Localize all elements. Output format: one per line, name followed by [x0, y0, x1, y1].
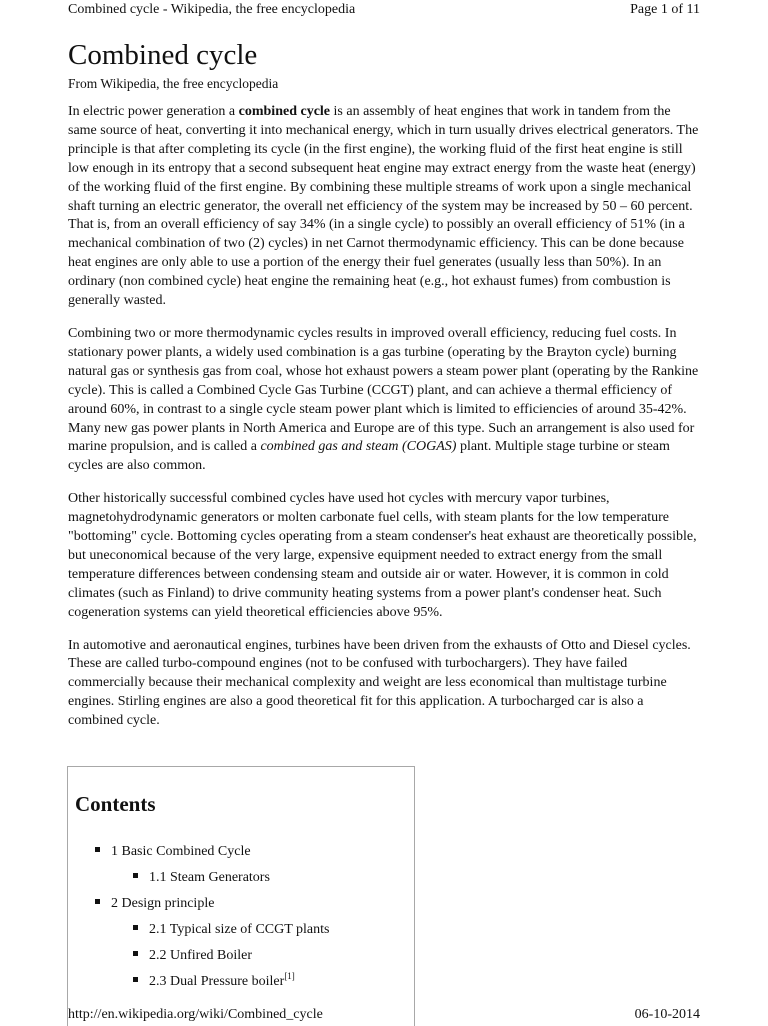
paragraph-efficiency-end: plant. Multiple stage turbine or steam cycles are also common.: [68, 439, 670, 474]
paragraph-automotive: In automotive and aeronautical engines, turbines have been driven from the exhausts of Otto and Diesel cycles. These are called turbo-compound engines (not to be confused with turbochargers). They have failed commercially because their mechanical complexity and weight are less economical than multistage turbine engines. Stirling engines are also a good theoretical fit for this application. A turbocharged car is also a combined cycle.: [68, 637, 691, 729]
bullet-icon: [95, 899, 100, 904]
toc-item[interactable]: [133, 869, 270, 887]
paragraph-historical: Other historically successful combined cycles have used hot cycles with mercury vapor turbines, magnetohydrodynamic generators or molten carbonate fuel cells, with steam plants for the low temperature "bottoming" cycle. Bottoming cycles operating from a steam condenser's heat exhaust are theoretically possible, but uneconomical because of the very large, expensive equipment needed to extract energy from the small temperature differences between condensing steam and outside air or water. However, it is common in cold climates (such as Finland) to drive community heating systems from a power plant's condenser heat. Such cogeneration systems can yield theoretical efficiencies above 95%.: [68, 491, 697, 620]
toc-link[interactable]: 1 Basic Combined Cycle: [111, 844, 251, 859]
bullet-icon: [95, 847, 100, 852]
page-title: Combined cycle: [68, 39, 258, 71]
toc-item[interactable]: [95, 895, 214, 913]
bullet-icon: [133, 925, 138, 930]
print-header: [68, 0, 700, 22]
paragraph-efficiency-start: Combining two or more thermodynamic cycles results in improved overall efficiency, reducing fuel costs. In stationary power plants, a widely used combination is a gas turbine (operating by the Brayton cycle) burning natural gas or synthesis gas from coal, whose hot exhaust powers a steam power plant (operating by the Rankine cycle). This is called a Combined Cycle Gas Turbine (CCGT) plant, and can achieve a thermal efficiency of around 60%, in contrast to a single cycle steam power plant which is limited to efficiencies of around 35-42%. Many new gas power plants in North America and Europe are of this type. Such an arrangement is also used for marine propulsion, and is called a: [68, 325, 699, 455]
bullet-icon: [133, 951, 138, 956]
header-page-number: Page 1 of 11: [630, 2, 700, 17]
italic-term: combined gas and steam (COGAS): [260, 439, 457, 455]
toc-item[interactable]: [133, 921, 329, 939]
footer-url: http://en.wikipedia.org/wiki/Combined_cycle: [68, 1007, 323, 1022]
footer-date: 06-10-2014: [634, 1007, 700, 1022]
toc-item[interactable]: [133, 947, 252, 965]
toc-item[interactable]: [133, 973, 295, 991]
paragraph-intro: [68, 103, 700, 311]
header-page-title: Combined cycle - Wikipedia, the free encyclopedia: [68, 2, 356, 17]
toc-link[interactable]: 2.3 Dual Pressure boiler: [149, 974, 285, 989]
article-body: [68, 36, 700, 731]
page-subtitle: From Wikipedia, the free encyclopedia: [68, 76, 279, 91]
bullet-icon: [133, 977, 138, 982]
toc-title: Contents: [75, 792, 156, 816]
toc-link[interactable]: 2.1 Typical size of CCGT plants: [149, 922, 330, 937]
paragraph-efficiency: [68, 325, 700, 476]
toc-link[interactable]: 2.2 Unfired Boiler: [149, 948, 253, 963]
toc-link[interactable]: 2 Design principle: [111, 896, 215, 911]
citation-marker[interactable]: [1]: [284, 971, 295, 981]
bullet-icon: [133, 873, 138, 878]
print-footer: [68, 1006, 700, 1024]
toc-link[interactable]: 1.1 Steam Generators: [149, 870, 270, 885]
paragraph-intro-start: In electric power generation a: [68, 104, 239, 119]
table-of-contents: [67, 766, 415, 1026]
paragraph-intro-rest: is an assembly of heat engines that work in tandem from the same source of heat, converting it into mechanical energy, which in turn usually drives electrical generators. The principle is that after completing its cycle (in the first engine), the working fluid of the first heat engine is still low enough in its entropy that a second subsequent heat engine may extract energy from the waste heat (energy) of the working fluid of the first engine. By combining these multiple streams of work upon a single mechanical shaft turning an electric generator, the overall net efficiency of the system may be increased by 50 – 60 percent. That is, from an overall efficiency of say 34% (in a single cycle) to possibly an overall efficiency of 51% (in a mechanical combination of two (2) cycles) in net Carnot thermodynamic efficiency. This can be done because heat engines are only able to use a portion of the energy their fuel generates (usually less than 50%). In an ordinary (non combined cycle) heat engine the remaining heat (e.g., hot exhaust fumes) from combustion is generally wasted.: [68, 104, 699, 309]
toc-item[interactable]: [95, 843, 251, 861]
bold-term: combined cycle: [238, 104, 331, 119]
